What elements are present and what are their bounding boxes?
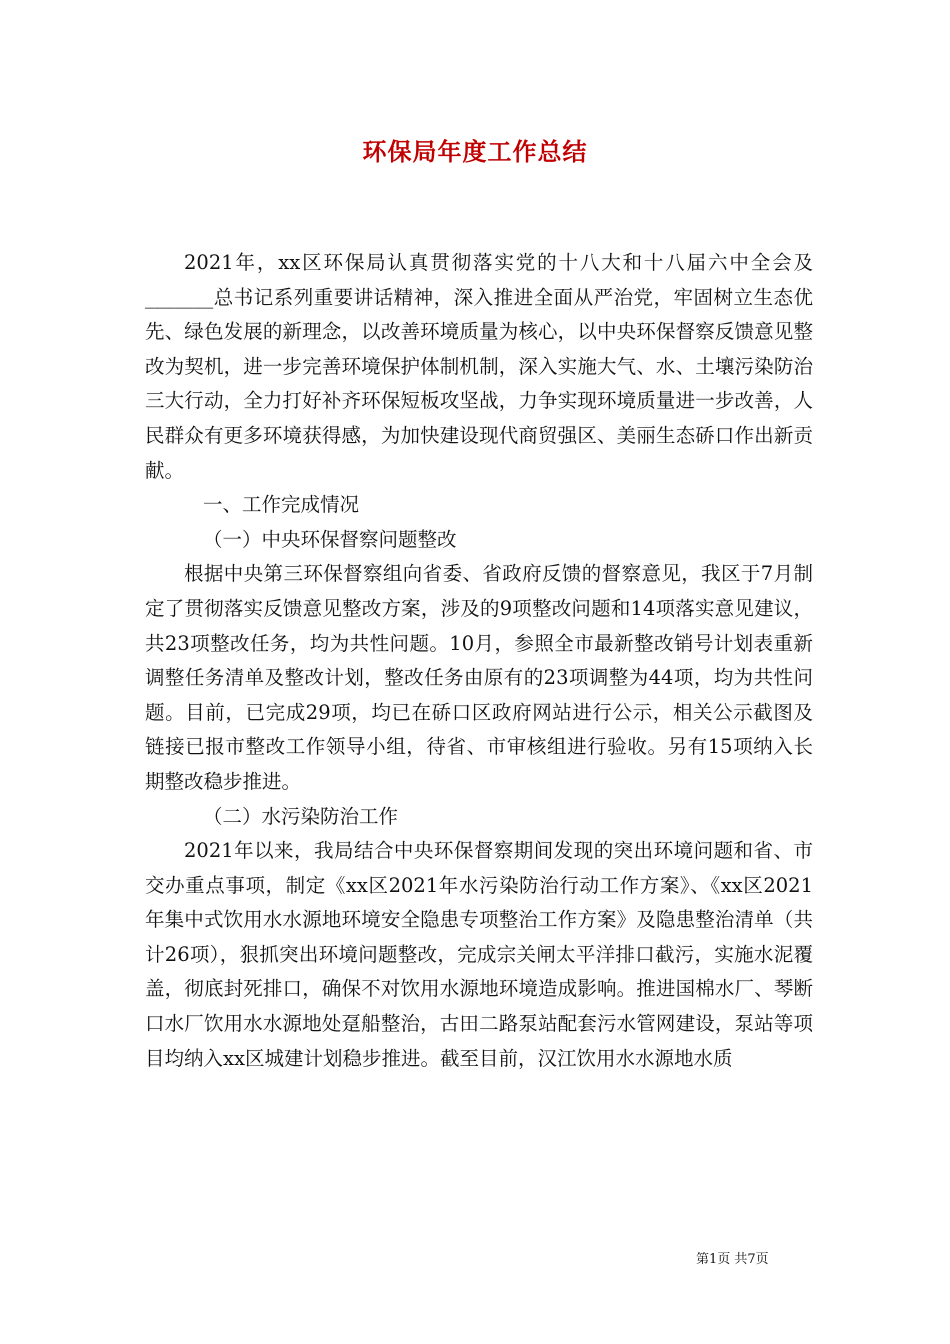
subsection-heading-inspection-rectification: （一）中央环保督察问题整改: [203, 527, 457, 551]
inspection-rectification-paragraph: 根据中央第三环保督察组向省委、省政府反馈的督察意见，我区于7月制定了贯彻落实反馈意见整改方案，涉及的9项整改问题和14项落实意见建议，共23项整改任务，均为共性问题。10月，参照全市最新整改销号计划表重新调整任务清单及整改计划，整改任务由原有的23项调整为44项，均为共性问题。目前，已完成29项，均已在硚口区政府网站进行公示，相关公示截图及链接已报市整改工作领导小组，待省、市审核组进行验收。另有15项纳入长期整改稳步推进。: [145, 562, 813, 793]
page-number-footer: 第1页 共7页: [696, 1252, 769, 1267]
section-heading-work-completion: 一、工作完成情况: [203, 493, 360, 517]
document-body: [145, 246, 813, 1076]
intro-paragraph: 2021年，xx区环保局认真贯彻落实党的十八大和十八届六中全会及_______总书记系列重要讲话精神，深入推进全面从严治党，牢固树立生态优先、绿色发展的新理念，以改善环境质量为核心，以中央环保督察反馈意见整改为契机，进一步完善环境保护体制机制，深入实施大气、水、土壤污染防治三大行动，全力打好补齐环保短板攻坚战，力争实现环境质量进一步改善，人民群众有更多环境获得感，为加快建设现代商贸强区、美丽生态硚口作出新贡献。: [145, 251, 813, 482]
subsection-heading-water-pollution: （二）水污染防治工作: [203, 804, 399, 828]
page-title: 环保局年度工作总结: [362, 137, 588, 166]
water-pollution-paragraph: 2021年以来，我局结合中央环保督察期间发现的突出环境问题和省、市交办重点事项，制定《xx区2021年水污染防治行动工作方案》、《xx区2021年集中式饮用水水源地环境安全隐患专项整治工作方案》及隐患整治清单（共计26项），狠抓突出环境问题整改，完成宗关闸太平洋排口截污，实施水泥覆盖，彻底封死排口，确保不对饮用水源地环境造成影响。推进国棉水厂、琴断口水厂饮用水水源地处趸船整治，古田二路泵站配套污水管网建设，泵站等项目均纳入xx区城建计划稳步推进。截至目前，汉江饮用水水源地水质: [145, 839, 813, 1070]
